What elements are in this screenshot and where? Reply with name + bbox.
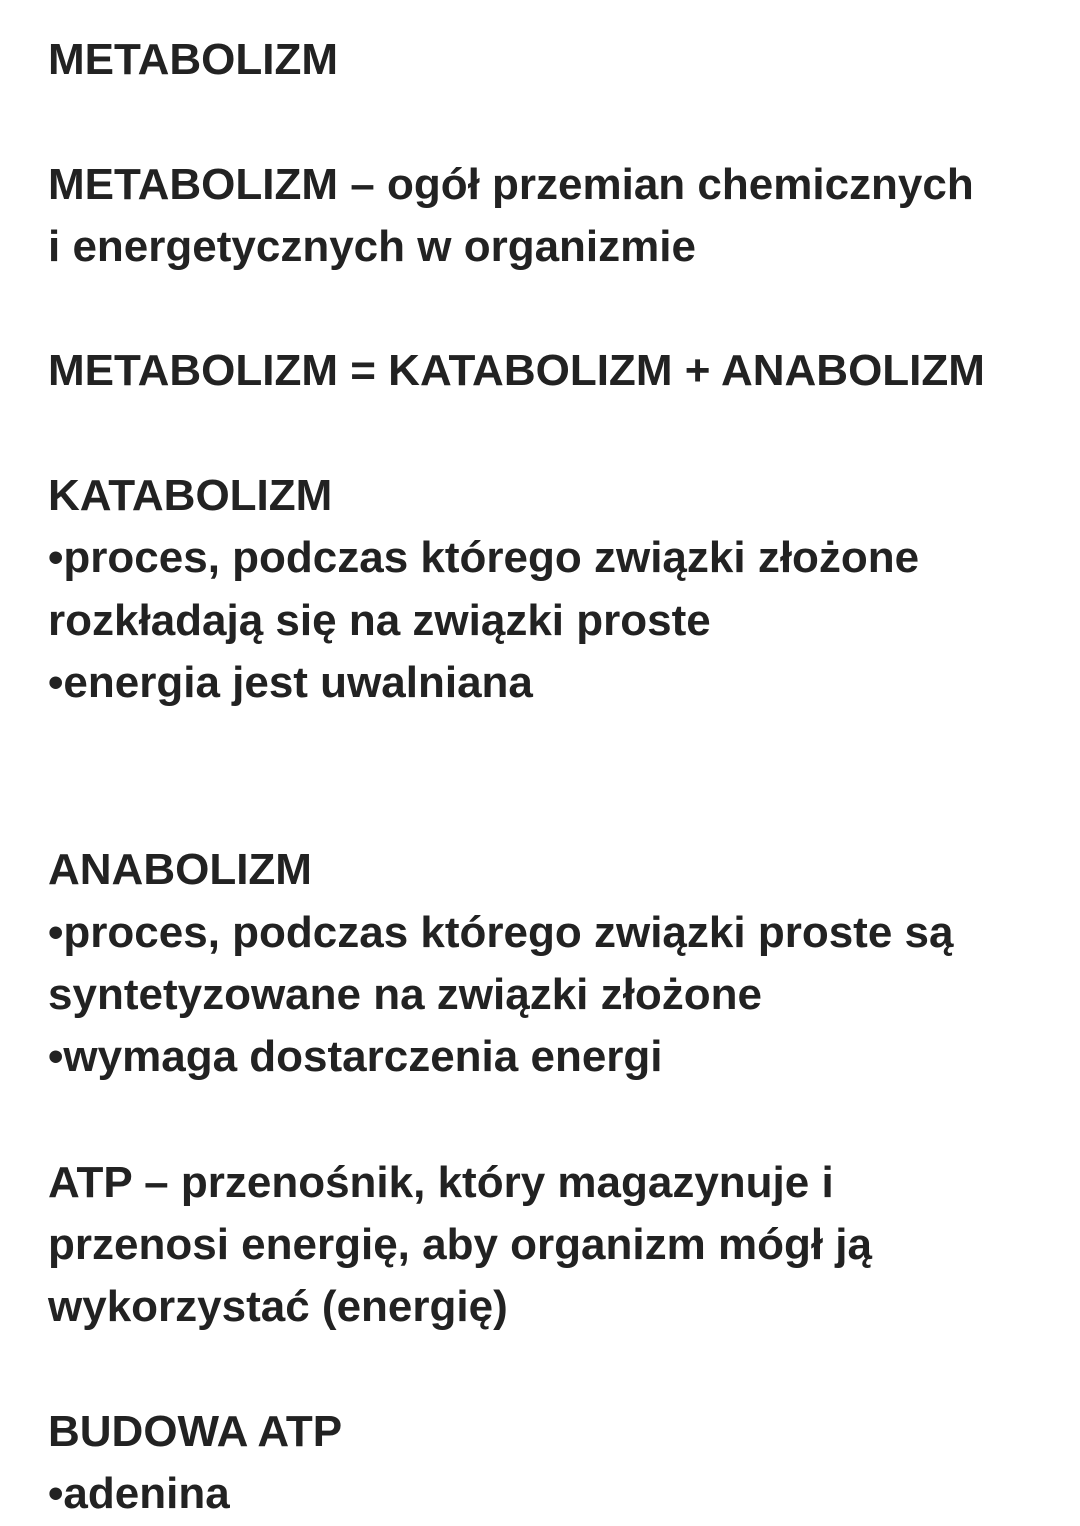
katabolizm-line-2: rozkładają się na związki proste (48, 596, 711, 645)
atp-line-1: ATP – przenośnik, który magazynuje i (48, 1158, 834, 1207)
anabolizm-heading: ANABOLIZM (48, 845, 312, 894)
budowa-heading: BUDOWA ATP (48, 1407, 343, 1456)
definition-line-1: METABOLIZM – ogół przemian chemicznych (48, 160, 974, 209)
metabolism-equation: METABOLIZM = KATABOLIZM + ANABOLIZM (48, 346, 985, 395)
definition-line-2: i energetycznych w organizmie (48, 222, 696, 271)
anabolizm-line-2: syntetyzowane na związki złożone (48, 970, 762, 1019)
katabolizm-heading: KATABOLIZM (48, 471, 333, 520)
anabolizm-line-1: •proces, podczas którego związki proste są (48, 908, 954, 957)
atp-line-3: wykorzystać (energię) (48, 1282, 508, 1331)
katabolizm-line-3: •energia jest uwalniana (48, 658, 533, 707)
page-title: METABOLIZM (48, 35, 339, 84)
anabolizm-line-3: •wymaga dostarczenia energi (48, 1032, 663, 1081)
budowa-line-1: •adenina (48, 1469, 230, 1518)
atp-line-2: przenosi energię, aby organizm mógł ją (48, 1220, 872, 1269)
katabolizm-line-1: •proces, podczas którego związki złożone (48, 533, 920, 582)
